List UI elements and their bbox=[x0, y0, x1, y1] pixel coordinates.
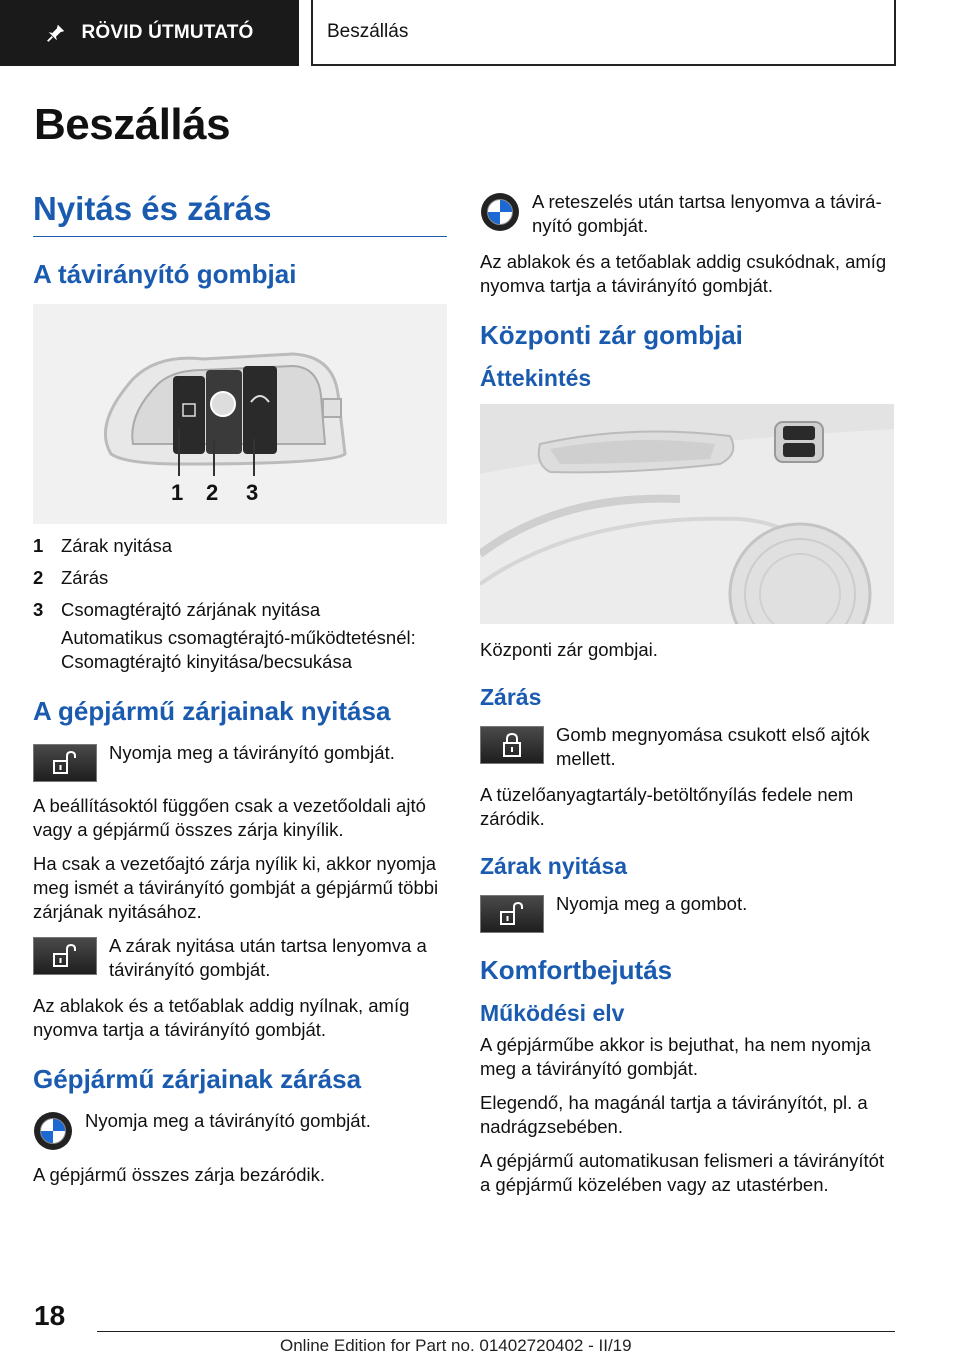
overview-heading: Áttekintés bbox=[480, 365, 592, 391]
unlock-heading: Zárak nyitása bbox=[480, 853, 628, 879]
unlock-hold-instruction bbox=[33, 934, 447, 982]
quick-guide-tab[interactable] bbox=[0, 0, 299, 66]
page-number: 18 bbox=[34, 1300, 66, 1331]
lock-button-text: Gomb megnyomása csukott első ajtók mellett. bbox=[556, 724, 870, 769]
principle-heading: Működési elv bbox=[480, 1000, 625, 1026]
paragraph: Elegendő, ha magánál tartja a távirányítót, pl. a nadrágzsebében. bbox=[480, 1092, 868, 1137]
list-sub-note: Automatikus csomagtérajtó-működtetésnél: Csomagtérajtó kinyitása/becsukása bbox=[61, 627, 416, 672]
key-label-3: 3 bbox=[246, 480, 259, 505]
list-item: 1 Zárak nyitása bbox=[33, 535, 173, 556]
unlock-button-instruction bbox=[480, 892, 894, 933]
lock-instruction bbox=[33, 1109, 447, 1151]
unlock-button-icon bbox=[33, 744, 97, 782]
footer-divider bbox=[97, 1331, 895, 1332]
paragraph: Az ablakok és a tetőablak addig nyílnak, amíg nyomva tartja a távirányító gombját. bbox=[33, 995, 410, 1040]
unlock-instruction-text: Nyomja meg a távirányító gombját. bbox=[109, 742, 395, 763]
paragraph: A gépjármű automatikusan felismeri a távirányítót a gépjármű közelében vagy az utastérben. bbox=[480, 1150, 885, 1195]
comfort-access-heading: Komfortbejutás bbox=[480, 955, 673, 985]
page-header bbox=[0, 0, 960, 66]
remote-buttons-heading: A távirányító gombjai bbox=[33, 259, 297, 289]
unlock-button-icon bbox=[33, 937, 97, 975]
lock-button-instruction bbox=[480, 723, 894, 771]
lock-heading: Zárás bbox=[480, 684, 542, 710]
lock-hold-text: A reteszelés után tartsa lenyomva a távirányító gombját. bbox=[532, 191, 882, 236]
paragraph: Az ablakok és a tetőablak addig csukódnak, amíg nyomva tartja a távirányító gombját. bbox=[480, 251, 887, 296]
section-label: Beszállás bbox=[327, 21, 409, 42]
bmw-logo-icon bbox=[33, 1111, 73, 1151]
bmw-logo-icon bbox=[480, 192, 520, 232]
central-lock-heading: Központi zár gombjai bbox=[480, 320, 743, 350]
edition-text: Online Edition for Part no. 01402720402 - II/19 bbox=[280, 1336, 632, 1355]
key-label-2: 2 bbox=[206, 480, 219, 505]
section-breadcrumb bbox=[311, 0, 896, 66]
paragraph: A gépjármű összes zárja bezáródik. bbox=[33, 1164, 326, 1185]
lock-hold-instruction bbox=[480, 190, 894, 238]
unlock-vehicle-heading: A gépjármű zárjainak nyitása bbox=[33, 696, 391, 726]
unlock-button-icon bbox=[480, 895, 544, 933]
paragraph: A gépjárműbe akkor is bejuthat, ha nem nyomja meg a távirányító gombját. bbox=[480, 1034, 871, 1079]
left-column bbox=[33, 190, 447, 1197]
lock-button-icon bbox=[480, 726, 544, 764]
remote-key-illustration bbox=[33, 304, 447, 524]
unlock-hold-text: A zárak nyitása után tartsa lenyomva a távirányító gombját. bbox=[109, 935, 427, 980]
remote-buttons-list bbox=[33, 534, 447, 674]
door-panel-illustration bbox=[480, 404, 894, 624]
key-label-1: 1 bbox=[171, 480, 184, 505]
pin-icon bbox=[45, 22, 67, 44]
lock-vehicle-heading: Gépjármű zárjainak zárása bbox=[33, 1064, 362, 1094]
right-column bbox=[480, 190, 894, 1207]
figure-caption: Központi zár gombjai. bbox=[480, 639, 658, 660]
list-item: 3 Csomagtérajtó zárjának nyitása bbox=[33, 599, 321, 620]
quick-guide-label: RÖVID ÚTMUTATÓ bbox=[81, 22, 254, 43]
lock-instruction-text: Nyomja meg a távirányító gombját. bbox=[85, 1110, 371, 1131]
paragraph: A tüzelőanyagtartály-betöltőnyílás fedele nem záródik. bbox=[480, 784, 854, 829]
list-item: 2 Zárás bbox=[33, 567, 109, 588]
paragraph: Ha csak a vezetőajtó zárja nyílik ki, akkor nyomja meg ismét a távirányító gombját a gépjármű többi zárjának nyitásához. bbox=[33, 853, 439, 922]
section-heading-open-close: Nyitás és zárás bbox=[33, 190, 447, 237]
page-title: Beszállás bbox=[34, 100, 231, 149]
unlock-instruction bbox=[33, 741, 447, 782]
paragraph: A beállításoktól függően csak a vezetőoldali ajtó vagy a gépjármű összes zárja kinyílik. bbox=[33, 795, 426, 840]
unlock-button-text: Nyomja meg a gombot. bbox=[556, 893, 748, 914]
